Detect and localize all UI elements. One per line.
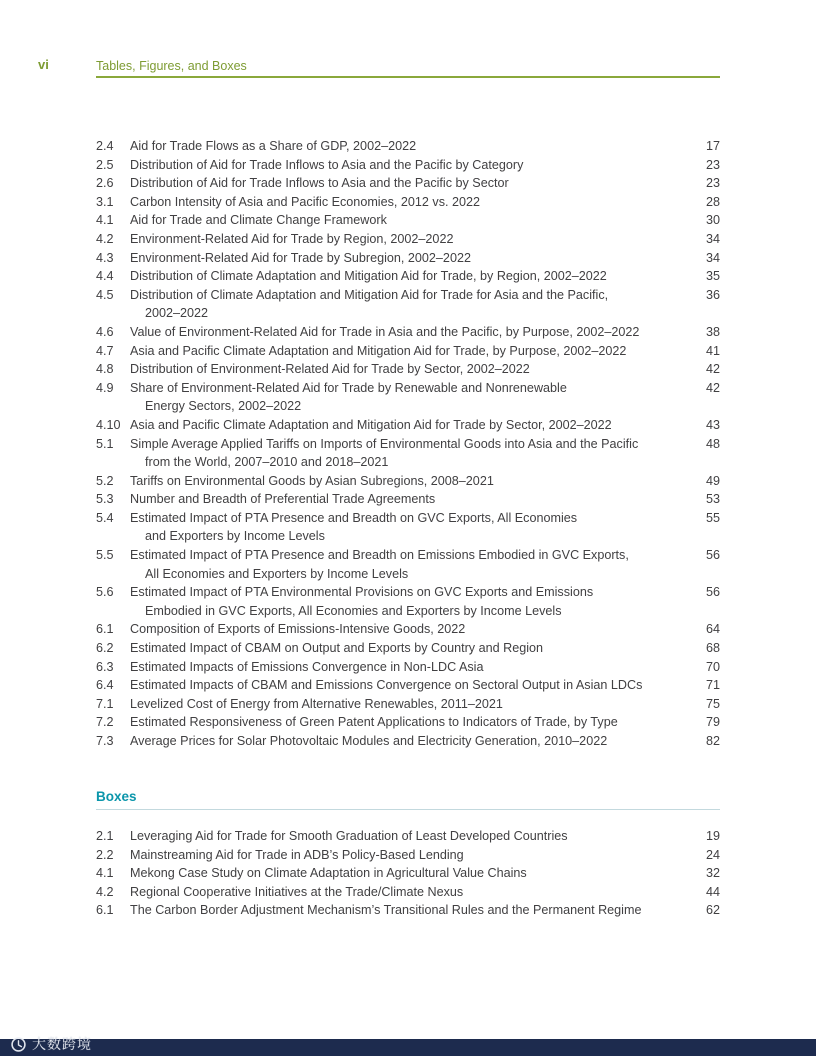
entry-page-number: 56	[705, 548, 720, 563]
entry-page-number: 30	[705, 213, 720, 228]
entry-page-number: 32	[705, 866, 720, 881]
entry-number: 2.6	[96, 176, 114, 191]
entry-title: Number and Breadth of Preferential Trade Agreements	[130, 492, 436, 507]
entry-page-number: 23	[705, 157, 720, 172]
entry-page-number: 43	[705, 417, 720, 432]
entry-number: 4.9	[96, 380, 114, 395]
entry-title: Leveraging Aid for Trade for Smooth Graduation of Least Developed Countries	[130, 829, 568, 843]
entry-title: Distribution of Environment-Related Aid for Trade by Sector, 2002–2022	[130, 362, 530, 377]
entry-page-number: 28	[705, 194, 720, 209]
entry-page-number: 19	[705, 829, 720, 843]
entry-number: 5.2	[96, 473, 114, 488]
toc-entry	[96, 883, 720, 902]
entry-page-number: 42	[705, 362, 720, 377]
entry-number: 5.4	[96, 510, 114, 525]
entry-page-number: 23	[705, 176, 720, 191]
entry-title: Simple Average Applied Tariffs on Imports of Environmental Goods into Asia and the Pacific from the World, 2007–2010 and 2018–2021	[130, 436, 639, 470]
entry-page-number: 35	[705, 269, 720, 284]
entry-page-number: 41	[705, 343, 720, 358]
entry-page-number: 64	[705, 622, 720, 637]
entry-number: 6.1	[96, 903, 114, 918]
toc-entry	[96, 658, 720, 677]
entry-page-number: 49	[705, 473, 720, 488]
toc-entry	[96, 379, 720, 416]
entry-title: Average Prices for Solar Photovoltaic Modules and Electricity Generation, 2010–2022	[130, 734, 608, 748]
entry-title: Tariffs on Environmental Goods by Asian Subregions, 2008–2021	[130, 473, 494, 488]
entry-title: Asia and Pacific Climate Adaptation and Mitigation Aid for Trade by Sector, 2002–2022	[130, 417, 612, 432]
entry-number: 7.1	[96, 696, 114, 711]
boxes-section-rule	[96, 809, 720, 810]
entry-title: Asia and Pacific Climate Adaptation and Mitigation Aid for Trade, by Purpose, 2002–2022	[130, 343, 627, 358]
toc-entry	[96, 193, 720, 212]
toc-entry	[96, 137, 720, 156]
entry-page-number: 48	[705, 436, 720, 451]
entry-title: Estimated Impact of CBAM on Output and Exports by Country and Region	[130, 641, 544, 656]
entry-title: Environment-Related Aid for Trade by Region, 2002–2022	[130, 231, 454, 246]
entry-title: Estimated Impact of PTA Presence and Breadth on Emissions Embodied in GVC Exports, All Economies and Exporters by Income Levels	[130, 548, 629, 581]
entry-number: 2.5	[96, 157, 114, 172]
entry-number: 3.1	[96, 194, 114, 209]
entry-page-number: 68	[705, 641, 720, 656]
entry-page-number: 36	[705, 287, 720, 302]
entry-page-number: 55	[705, 510, 720, 525]
entry-number: 2.1	[96, 829, 114, 843]
entry-number: 7.3	[96, 734, 114, 748]
toc-entry	[96, 156, 720, 175]
boxes-section-heading: Boxes	[96, 789, 137, 804]
entry-number: 7.2	[96, 715, 114, 730]
entry-title: Estimated Responsiveness of Green Patent Applications to Indicators of Trade, by Type	[130, 715, 618, 730]
toc-entry	[96, 490, 720, 509]
toc-entry	[96, 546, 720, 583]
toc-entry	[96, 435, 720, 472]
toc-entry	[96, 620, 720, 639]
entry-number: 6.4	[96, 678, 114, 693]
toc-entry	[96, 639, 720, 658]
entry-number: 4.10	[96, 417, 121, 432]
entry-title: Carbon Intensity of Asia and Pacific Economies, 2012 vs. 2022	[130, 194, 481, 209]
toc-entry	[96, 846, 720, 865]
toc-entry	[96, 360, 720, 379]
entry-number: 6.1	[96, 622, 114, 637]
entry-title: Environment-Related Aid for Trade by Subregion, 2002–2022	[130, 250, 471, 265]
entry-number: 4.2	[96, 231, 114, 246]
entry-number: 4.3	[96, 250, 114, 265]
entry-number: 5.3	[96, 492, 114, 507]
toc-entry	[96, 416, 720, 435]
entry-title: Estimated Impact of PTA Environmental Provisions on GVC Exports and Emissions Embodied in GVC Exports, All Economies and Exporters by Income Levels	[130, 585, 594, 618]
watermark-logo-icon	[10, 1036, 27, 1053]
toc-entry	[96, 286, 720, 323]
entry-title: Value of Environment-Related Aid for Trade in Asia and the Pacific, by Purpose, 2002–2022	[130, 324, 640, 339]
entry-title: Mainstreaming Aid for Trade in ADB’s Policy-Based Lending	[130, 847, 464, 862]
toc-entry	[96, 827, 720, 846]
bottom-navy-bar	[0, 1039, 816, 1056]
entry-page-number: 79	[705, 715, 720, 730]
toc-entry	[96, 864, 720, 883]
toc-entry	[96, 267, 720, 286]
entry-page-number: 17	[705, 139, 720, 153]
toc-entry	[96, 583, 720, 620]
entry-page-number: 42	[705, 380, 720, 395]
entry-title: The Carbon Border Adjustment Mechanism’s Transitional Rules and the Permanent Regime	[130, 903, 642, 918]
entry-page-number: 82	[705, 734, 720, 748]
entry-number: 5.5	[96, 548, 114, 563]
entry-title: Share of Environment-Related Aid for Trade by Renewable and Nonrenewable Energy Sectors, 2002–2022	[130, 380, 567, 414]
entry-number: 4.1	[96, 213, 114, 228]
entry-title: Mekong Case Study on Climate Adaptation in Agricultural Value Chains	[130, 866, 527, 881]
toc-entry	[96, 713, 720, 732]
entry-page-number: 24	[705, 847, 720, 862]
entry-title: Aid for Trade Flows as a Share of GDP, 2002–2022	[130, 139, 417, 153]
toc-entry	[96, 174, 720, 193]
entry-page-number: 70	[705, 659, 720, 674]
entry-title: Distribution of Aid for Trade Inflows to Asia and the Pacific by Sector	[130, 176, 509, 191]
entry-title: Distribution of Aid for Trade Inflows to Asia and the Pacific by Category	[130, 157, 524, 172]
entry-title: Aid for Trade and Climate Change Framework	[130, 213, 387, 228]
boxes-list	[96, 827, 720, 920]
entry-page-number: 75	[705, 696, 720, 711]
entry-page-number: 44	[705, 884, 720, 899]
entry-number: 2.4	[96, 139, 114, 153]
watermark-text: 大数跨境	[32, 1036, 92, 1052]
entry-page-number: 53	[705, 492, 720, 507]
toc-entry	[96, 249, 720, 268]
entry-number: 5.6	[96, 585, 114, 600]
toc-entry	[96, 230, 720, 249]
entry-title: Regional Cooperative Initiatives at the Trade/Climate Nexus	[130, 884, 464, 899]
toc-entry	[96, 676, 720, 695]
running-header-title: Tables, Figures, and Boxes	[96, 59, 247, 73]
entry-page-number: 34	[705, 231, 720, 246]
entry-title: Distribution of Climate Adaptation and Mitigation Aid for Trade, by Region, 2002–2022	[130, 269, 607, 284]
entry-number: 5.1	[96, 436, 114, 451]
entry-number: 4.4	[96, 269, 114, 284]
entry-title: Levelized Cost of Energy from Alternative Renewables, 2011–2021	[130, 696, 503, 711]
toc-entry	[96, 695, 720, 714]
entry-title: Composition of Exports of Emissions-Intensive Goods, 2022	[130, 622, 466, 637]
toc-entry	[96, 509, 720, 546]
entry-title: Estimated Impact of PTA Presence and Breadth on GVC Exports, All Economies and Exporters by Income Levels	[130, 510, 578, 544]
toc-entry	[96, 732, 720, 751]
entry-number: 4.8	[96, 362, 114, 377]
toc-entry	[96, 342, 720, 361]
entry-page-number: 34	[705, 250, 720, 265]
watermark	[10, 1034, 92, 1054]
entry-page-number: 71	[705, 678, 720, 693]
header-rule	[96, 76, 720, 78]
entry-number: 6.3	[96, 659, 114, 674]
toc-entry	[96, 472, 720, 491]
entry-number: 4.5	[96, 287, 114, 302]
toc-entry	[96, 211, 720, 230]
entry-page-number: 62	[705, 903, 720, 918]
tables-figures-list	[96, 137, 720, 751]
entry-page-number: 56	[705, 585, 720, 600]
entry-page-number: 38	[705, 324, 720, 339]
entry-title: Distribution of Climate Adaptation and Mitigation Aid for Trade for Asia and the Pacific, 2002–2022	[130, 287, 609, 321]
entry-number: 4.6	[96, 324, 114, 339]
entry-number: 4.2	[96, 884, 114, 899]
entry-title: Estimated Impacts of Emissions Convergence in Non-LDC Asia	[130, 659, 484, 674]
entry-title: Estimated Impacts of CBAM and Emissions Convergence on Sectoral Output in Asian LDCs	[130, 678, 643, 693]
page-folio: vi	[38, 57, 49, 72]
entry-number: 4.7	[96, 343, 114, 358]
entry-number: 4.1	[96, 866, 114, 881]
entry-number: 2.2	[96, 847, 114, 862]
toc-entry	[96, 901, 720, 920]
entry-number: 6.2	[96, 641, 114, 656]
toc-entry	[96, 323, 720, 342]
